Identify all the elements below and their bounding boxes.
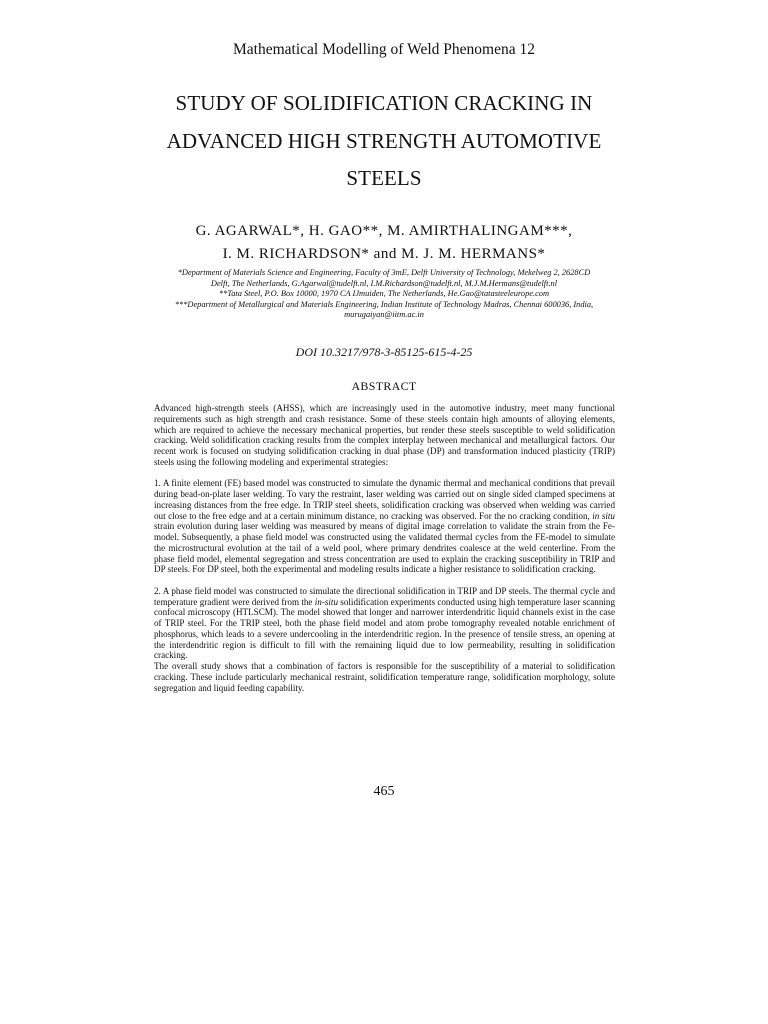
author-list [40, 220, 728, 266]
title-line: ADVANCED HIGH STRENGTH AUTOMOTIVE [166, 128, 602, 153]
affiliation-line: **Tata Steel, P.O. Box 10000, 1970 CA IJmuiden, The Netherlands, He.Gao@tatasteeleurope.com [218, 289, 550, 299]
affiliation-line: Delft, The Netherlands, G.Agarwal@tudelft.nl, I.M.Richardson@tudelft.nl, M.J.M.Hermans@tudelft.nl [210, 278, 558, 288]
affiliation-line: murugaiyan@iitm.ac.in [344, 310, 424, 320]
italic-term: in situ [592, 510, 615, 521]
title-line: STEELS [346, 166, 422, 190]
abstract-paragraph-intro: Advanced high-strength steels (AHSS), which are increasingly used in the automotive industry, meet many functional requirements such as high strength and crash resistance. Some of these steels contain high amounts of alloying elements, which are required to achieve the necessary mechanical properties, but render these steels susceptible to weld solidification cracking. Weld solidification cracking results from the complex interplay between mechanical and metallurgical factors. Our recent work is focused on studying solidification cracking in dual phase (DP) and transformation induced plasticity (TRIP) steels using the following modeling and experimental strategies: [154, 403, 615, 467]
abstract-paragraph-fe-model [154, 478, 615, 575]
paragraph-text: 2. A phase field model was constructed to simulate the directional solidification in TRIP and DP steels. The thermal cycle and temperature gradient were derived from the [154, 585, 615, 607]
abstract-paragraph-conclusion: The overall study shows that a combination of factors is responsible for the susceptibility of a material to solidification cracking. These include particularly mechanical restraint, solidification temperature range, solidification morphology, solute segregation and liquid feeding capability. [154, 661, 615, 693]
paragraph-text: strain evolution during laser welding was measured by means of digital image correlation to validate the strain from the Fe-model. Subsequently, a phase field model was constructed using the validated thermal cycles from the FE-model to simulate the microstructural evolution at the tail of a weld pool, where primary dendrites coalesce at the weld centerline. From the phase field model, elemental segregation and stress concentration are used to explain the cracking susceptibility in TRIP and DP steels. For DP steel, both the experimental and modeling results indicate a higher resistance to solidification cracking. [154, 521, 615, 575]
doi: DOI 10.3217/978-3-85125-615-4-25 [295, 345, 473, 359]
affiliation-line: *Department of Materials Science and Engineering, Faculty of 3mE, Delft University of Technology, Mekelweg 2, 2628CD [177, 268, 591, 277]
affiliation-block [100, 268, 668, 321]
running-head: Mathematical Modelling of Weld Phenomena 12 [233, 41, 535, 58]
author-line: I. M. RICHARDSON* and M. J. M. HERMANS* [222, 246, 546, 262]
page-number: 465 [373, 784, 395, 799]
title-line: STUDY OF SOLIDIFICATION CRACKING IN [175, 91, 593, 115]
affiliation-line: ***Department of Metallurgical and Materials Engineering, Indian Institute of Technology Madras, Chennai 600036, India, [174, 299, 594, 309]
author-line: G. AGARWAL*, H. GAO**, M. AMIRTHALINGAM***, [195, 223, 573, 239]
italic-term: in-situ [314, 596, 338, 607]
abstract-body [154, 403, 615, 693]
abstract-heading: ABSTRACT [351, 379, 417, 393]
paper-title [60, 85, 708, 198]
abstract-paragraph-phase-field [154, 586, 615, 661]
paragraph-text: 1. A finite element (FE) based model was constructed to simulate the dynamic thermal and mechanical conditions that prevail during bead-on-plate laser welding. To vary the restraint, laser welding was carried out on single sided clamped specimens at increasing distances from the free edge. In TRIP steel sheets, solidification cracking was observed when welding was carried out close to the free edge and at a certain minimum distance, no cracking was observed. For the no cracking condition, [154, 478, 615, 521]
paragraph-text: solidification experiments conducted using high temperature laser scanning confocal microscopy (HTLSCM). The model showed that longer and narrower interdendritic liquid channels exist in the case of TRIP steel. For the TRIP steel, both the phase field model and atom probe tomography revealed notable enrichment of phosphorus, which leads to a severe undercooling in the interdendritic region. In the presence of tensile stress, an opening at the interdendritic region is difficult to fill with the remaining liquid due to low permeability, resulting in solidification cracking. [154, 596, 615, 661]
